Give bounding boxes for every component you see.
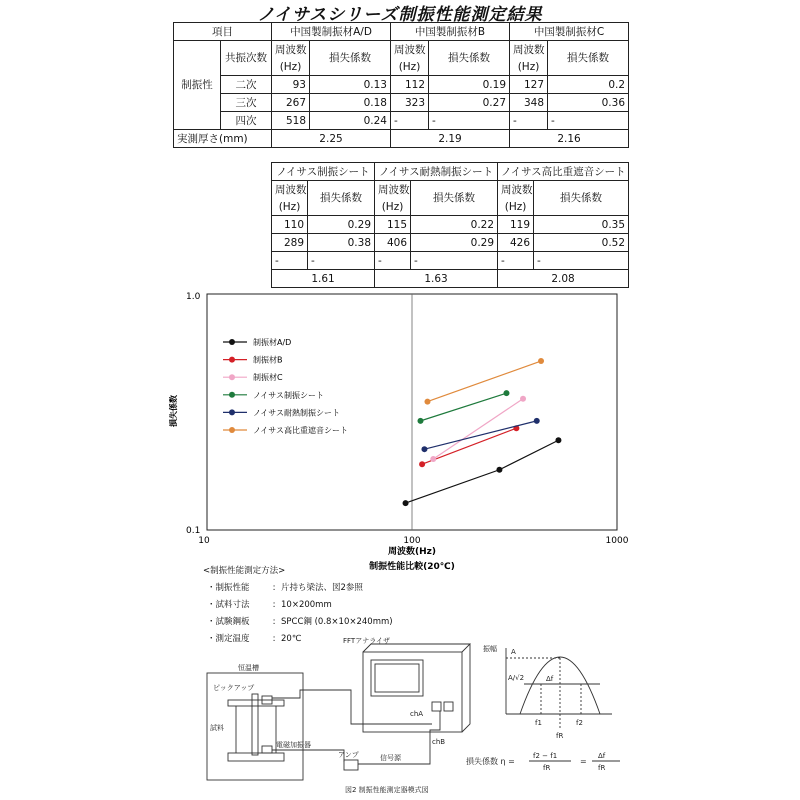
sub-header-loss: 損失係数 <box>548 41 629 76</box>
data-point <box>421 446 427 452</box>
amp-label: アンプ <box>338 751 359 759</box>
sub-header-freq: 周波数 <box>375 181 411 199</box>
thickness-value: 2.08 <box>498 270 629 288</box>
data-point <box>520 396 526 402</box>
data-point <box>424 399 430 405</box>
results-table-1 <box>173 22 629 148</box>
series-line <box>427 361 541 402</box>
value-cell: - <box>272 252 308 270</box>
series-line <box>406 440 559 503</box>
value-cell: 406 <box>375 234 411 252</box>
data-point <box>496 467 502 473</box>
sub-header-freq-unit: (Hz) <box>391 58 429 76</box>
thickness-label: 実測厚さ(mm) <box>174 130 272 148</box>
table-row <box>174 76 629 94</box>
data-point <box>417 418 423 424</box>
transducer-body <box>262 746 272 753</box>
value-cell: 267 <box>272 94 310 112</box>
value-cell: 0.24 <box>310 112 391 130</box>
header-item: 項目 <box>174 23 272 41</box>
method-label: ・試料寸法 <box>207 600 250 610</box>
thickness-value: 1.61 <box>272 270 375 288</box>
header-noisas-heat: ノイサス耐熱制振シート <box>375 163 498 181</box>
fft-port <box>444 702 453 711</box>
table-row <box>174 94 629 112</box>
value-cell: 0.29 <box>411 234 498 252</box>
fft-screen-inner <box>375 664 419 692</box>
bath-label: 恒温槽 <box>238 664 259 672</box>
fixture-base <box>228 753 284 761</box>
value-cell: 426 <box>498 234 534 252</box>
value-cell: - <box>534 252 629 270</box>
series-2 <box>430 396 526 462</box>
method-separator: : <box>272 634 276 644</box>
sub-header-freq-unit: (Hz) <box>272 58 310 76</box>
loss-formula-label: 損失係数 η = <box>466 757 515 766</box>
row-label-damping: 制振性 <box>174 41 221 130</box>
x-tick-label: 10 <box>198 536 210 546</box>
table-row <box>272 234 629 252</box>
value-cell: 112 <box>391 76 429 94</box>
f2-label: f2 <box>576 719 583 727</box>
sub-header-loss: 損失係数 <box>429 41 510 76</box>
y-axis-label: 損失係数 <box>169 395 178 427</box>
order-cell: 三次 <box>221 94 272 112</box>
method-value: SPCC鋼 (0.8×10×240mm) <box>281 617 393 627</box>
diagram-caption: 図2 制振性能測定器模式図 <box>345 786 429 794</box>
chart-series-group <box>403 358 562 506</box>
header-material-c: 中国製制振材C <box>510 23 629 41</box>
results-table-2 <box>271 162 629 288</box>
amp-box <box>344 760 358 770</box>
value-cell: 0.18 <box>310 94 391 112</box>
method-value: 10×200mm <box>281 600 332 610</box>
data-point <box>555 437 561 443</box>
wire-pickup <box>272 690 432 724</box>
data-point <box>403 500 409 506</box>
header-noisas-damping: ノイサス制振シート <box>272 163 375 181</box>
fr-label: fR <box>556 732 564 740</box>
root2-label: A/√2 <box>508 674 525 682</box>
fft-screen <box>371 660 423 696</box>
sub-header-loss: 損失係数 <box>310 41 391 76</box>
value-cell: 0.19 <box>429 76 510 94</box>
x-tick-label: 100 <box>403 536 421 546</box>
delta-f-label: Δf <box>546 675 554 683</box>
method-label: ・測定温度 <box>207 634 250 644</box>
formula-numerator: f2 − f1 <box>533 752 558 760</box>
data-point <box>538 358 544 364</box>
table-row <box>174 112 629 130</box>
value-cell: 289 <box>272 234 308 252</box>
x-axis-label: 周波数(Hz) <box>388 547 436 557</box>
sub-header-freq: 周波数 <box>510 41 548 59</box>
chb-label: chB <box>432 738 446 746</box>
pickup-label: ピックアップ <box>213 684 255 692</box>
value-cell: 119 <box>498 216 534 234</box>
method-value: 20℃ <box>281 634 302 644</box>
x-tick-label: 1000 <box>605 536 629 546</box>
measurement-diagram <box>0 630 800 800</box>
method-label: ・試験鋼板 <box>207 617 250 627</box>
fixture-top-plate <box>228 700 284 706</box>
method-row <box>203 597 393 614</box>
value-cell: 0.22 <box>411 216 498 234</box>
sub-header-freq: 周波数 <box>272 181 308 199</box>
table-row <box>272 216 629 234</box>
sub-header-freq-unit: (Hz) <box>498 198 534 216</box>
thickness-value: 1.63 <box>375 270 498 288</box>
table-row <box>272 252 629 270</box>
value-cell: 110 <box>272 216 308 234</box>
value-cell: 0.35 <box>534 216 629 234</box>
legend-marker <box>229 374 235 380</box>
sub-header-freq: 周波数 <box>272 41 310 59</box>
thickness-value: 2.25 <box>272 130 391 148</box>
value-cell: 0.36 <box>548 94 629 112</box>
legend-label: ノイサス制振シート <box>253 390 324 400</box>
value-cell: 127 <box>510 76 548 94</box>
data-point <box>419 461 425 467</box>
value-cell: 323 <box>391 94 429 112</box>
sub-header-order: 共振次数 <box>221 41 272 76</box>
formula-equals: = <box>580 757 587 766</box>
legend-marker <box>229 392 235 398</box>
sub-header-loss: 損失係数 <box>308 181 375 216</box>
sub-header-loss: 損失係数 <box>534 181 629 216</box>
data-point <box>503 390 509 396</box>
damping-chart <box>0 285 800 575</box>
legend-label: 制振材A/D <box>253 338 292 347</box>
method-heading: <制振性能測定方法> <box>203 566 286 576</box>
analyzer-label: FFTアナライザ <box>343 637 390 645</box>
page-title: ノイサスシリーズ制振性能測定結果 <box>257 5 543 25</box>
legend-marker <box>229 357 235 363</box>
data-point <box>430 456 436 462</box>
series-5 <box>424 358 544 405</box>
method-label: ・制振性能 <box>207 583 250 593</box>
chart-legend <box>223 337 348 435</box>
value-cell: - <box>510 112 548 130</box>
series-4 <box>421 418 539 452</box>
chart-title: 制振性能比較(20℃) <box>369 562 455 572</box>
method-separator: : <box>272 600 276 610</box>
peak-label: A <box>511 648 516 656</box>
sub-header-freq-unit: (Hz) <box>510 58 548 76</box>
header-material-ad: 中国製制振材A/D <box>272 23 391 41</box>
legend-label: ノイサス耐熱制振シート <box>253 408 340 418</box>
value-cell: 0.2 <box>548 76 629 94</box>
header-noisas-heavy: ノイサス高比重遮音シート <box>498 163 629 181</box>
value-cell: 0.29 <box>308 216 375 234</box>
method-separator: : <box>272 617 276 627</box>
legend-label: ノイサス高比重遮音シート <box>253 426 348 435</box>
value-cell: - <box>411 252 498 270</box>
legend-marker <box>229 409 235 415</box>
wire-signal <box>272 750 344 762</box>
value-cell: 0.13 <box>310 76 391 94</box>
y-tick-label: 0.1 <box>186 526 201 536</box>
legend-marker <box>229 427 235 433</box>
method-row <box>203 580 393 597</box>
order-cell: 二次 <box>221 76 272 94</box>
formula-denominator: fR <box>543 764 551 772</box>
transducer-label: 電磁加振器 <box>276 741 311 749</box>
series-line <box>433 399 523 459</box>
value-cell: 0.27 <box>429 94 510 112</box>
value-cell: 93 <box>272 76 310 94</box>
series-line <box>420 393 506 421</box>
fft-port <box>432 702 441 711</box>
y-tick-label: 1.0 <box>186 292 201 302</box>
header-material-b: 中国製制振材B <box>391 23 510 41</box>
legend-marker <box>229 339 235 345</box>
value-cell: - <box>391 112 429 130</box>
legend-label: 制振材B <box>253 355 283 365</box>
signal-source-label: 信号源 <box>380 754 401 762</box>
method-row <box>203 614 393 631</box>
fft-analyzer-top <box>363 644 470 732</box>
value-cell: - <box>548 112 629 130</box>
value-cell: 348 <box>510 94 548 112</box>
series-3 <box>417 390 509 424</box>
sub-header-loss: 損失係数 <box>411 181 498 216</box>
value-cell: 115 <box>375 216 411 234</box>
thickness-value: 2.16 <box>510 130 629 148</box>
sub-header-freq: 周波数 <box>391 41 429 59</box>
series-line <box>424 421 536 449</box>
formula-denominator-2: fR <box>598 764 606 772</box>
amplitude-label: 振幅 <box>483 645 497 653</box>
value-cell: - <box>308 252 375 270</box>
value-cell: 0.52 <box>534 234 629 252</box>
order-cell: 四次 <box>221 112 272 130</box>
formula-numerator-2: Δf <box>598 752 606 760</box>
data-point <box>534 418 540 424</box>
sub-header-freq-unit: (Hz) <box>375 198 411 216</box>
resonance-curve <box>520 657 600 714</box>
f1-label: f1 <box>535 719 542 727</box>
sub-header-freq-unit: (Hz) <box>272 198 308 216</box>
value-cell: 518 <box>272 112 310 130</box>
method-separator: : <box>272 583 276 593</box>
sample-label: 試料 <box>210 724 224 732</box>
thickness-value: 2.19 <box>391 130 510 148</box>
value-cell: - <box>429 112 510 130</box>
cha-label: chA <box>410 710 424 718</box>
sample-beam <box>252 694 258 755</box>
legend-label: 制振材C <box>253 373 283 383</box>
value-cell: 0.38 <box>308 234 375 252</box>
value-cell: - <box>498 252 534 270</box>
method-value: 片持ち梁法、図2参照 <box>281 583 363 593</box>
sub-header-freq: 周波数 <box>498 181 534 199</box>
value-cell: - <box>375 252 411 270</box>
